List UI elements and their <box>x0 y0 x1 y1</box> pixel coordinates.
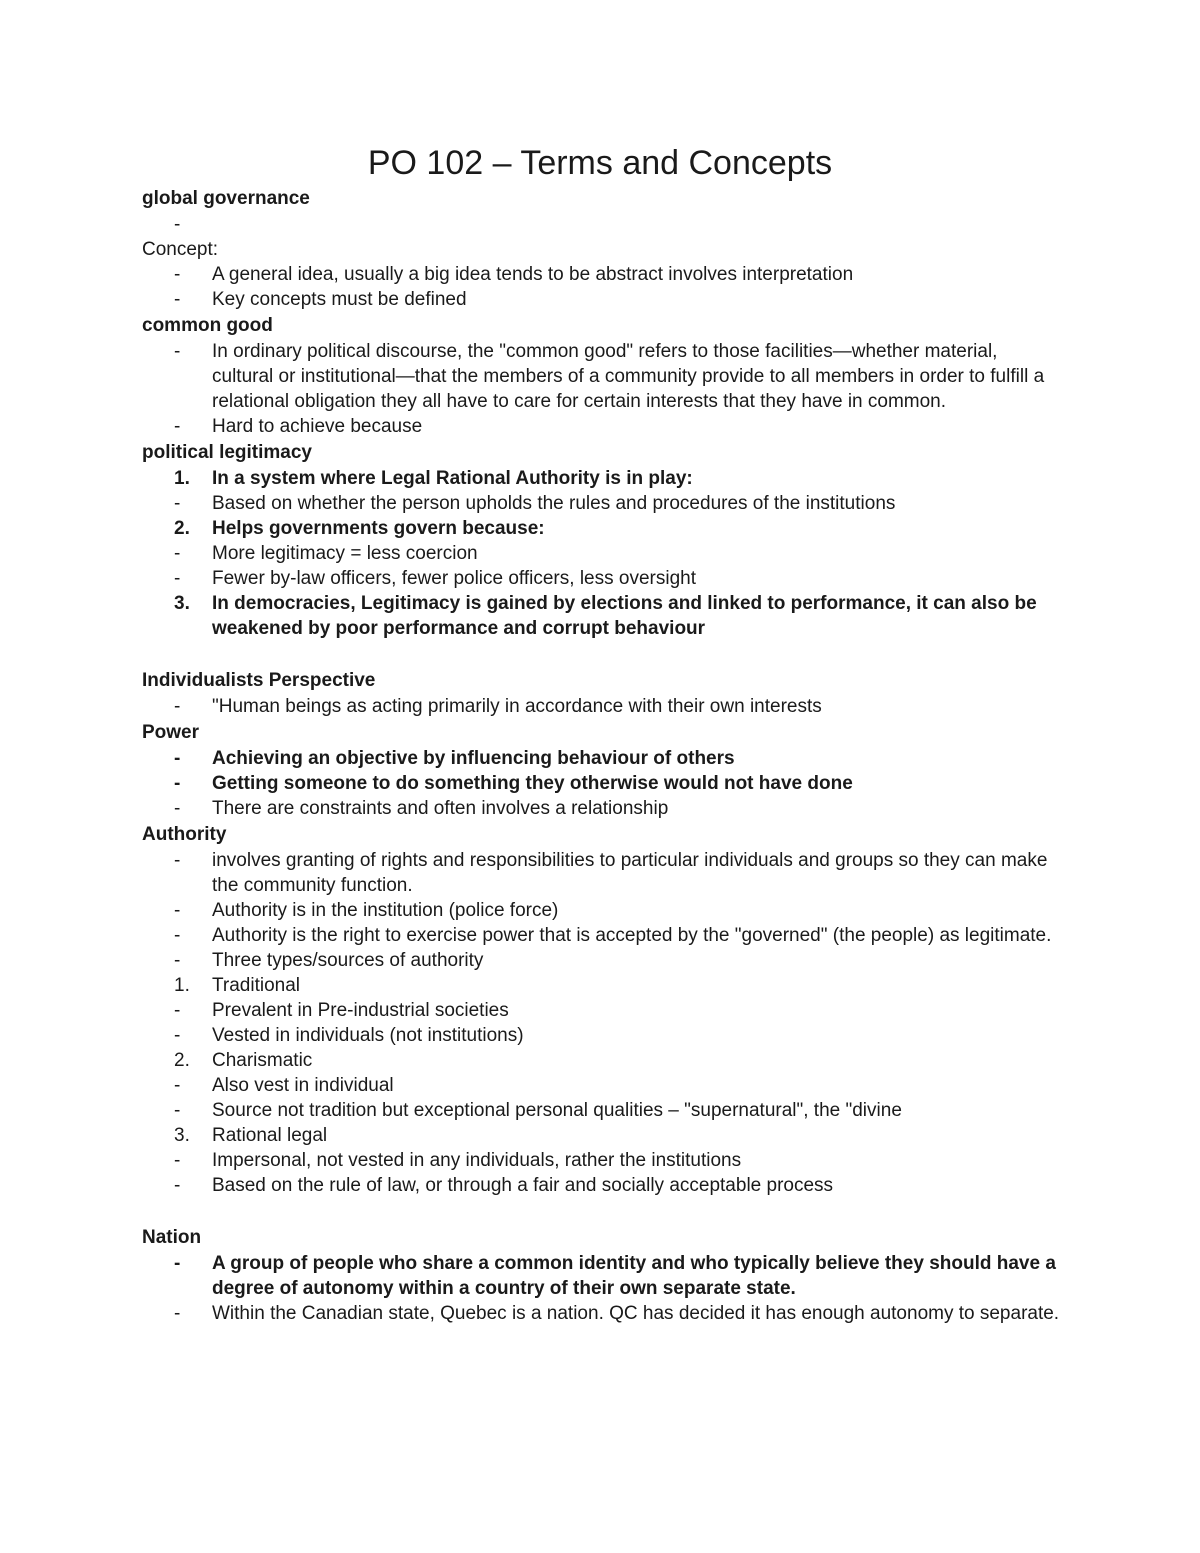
list-item <box>142 1173 1062 1198</box>
numbered-item <box>142 466 1062 491</box>
list-item-text: Achieving an objective by influencing behaviour of others <box>212 748 735 769</box>
list-item <box>142 491 1062 516</box>
concept-label-row <box>142 237 1062 262</box>
bullet-dash: - <box>174 289 181 310</box>
bullet-dash: - <box>174 925 181 946</box>
list-item <box>142 1098 1062 1123</box>
list-item <box>142 414 1062 439</box>
numbered-item-text: Traditional <box>212 975 301 996</box>
list-item-text: Prevalent in Pre-industrial societies <box>212 1000 509 1021</box>
heading-political-legitimacy: political legitimacy <box>142 442 312 463</box>
bullet-dash: - <box>174 264 181 285</box>
numbered-item-text: Helps governments govern because: <box>212 518 545 539</box>
list-item <box>142 746 1062 771</box>
numbered-item <box>142 1123 1062 1148</box>
numbered-item <box>142 591 1062 641</box>
list-item-text: Getting someone to do something they otherwise would not have done <box>212 773 853 794</box>
list-item <box>142 212 1062 237</box>
list-item-text: A general idea, usually a big idea tends to be abstract involves interpretation <box>212 264 854 285</box>
heading-nation: Nation <box>142 1227 202 1248</box>
list-item-text: Key concepts must be defined <box>212 289 467 310</box>
list-item <box>142 898 1062 923</box>
list-item <box>142 287 1062 312</box>
list-item <box>142 1301 1062 1326</box>
heading-individualists-perspective: Individualists Perspective <box>142 670 376 691</box>
list-item-text: Three types/sources of authority <box>212 950 484 971</box>
bullet-dash: - <box>174 214 181 235</box>
list-item-text: Within the Canadian state, Quebec is a nation. QC has decided it has enough autonomy to separate. <box>212 1303 1060 1324</box>
list-item-text: "Human beings as acting primarily in accordance with their own interests <box>212 696 822 717</box>
list-item-text: There are constraints and often involves a relationship <box>212 798 669 819</box>
list-item <box>142 1023 1062 1048</box>
list-item <box>142 771 1062 796</box>
bullet-dash: - <box>174 1025 181 1046</box>
bullet-dash: - <box>174 1075 181 1096</box>
list-item-text: A group of people who share a common identity and who typically believe they should have a degree of autonomy within a country of their own separate state. <box>212 1253 1056 1299</box>
list-item <box>142 1251 1062 1301</box>
list-item-text: involves granting of rights and responsibilities to particular individuals and groups so they can make the community function. <box>212 850 1048 896</box>
list-item <box>142 796 1062 821</box>
list-item-text <box>212 214 217 235</box>
list-item-text: Vested in individuals (not institutions) <box>212 1025 524 1046</box>
bullet-dash: - <box>174 748 181 769</box>
bullet-dash: - <box>174 950 181 971</box>
number-marker: 2. <box>174 518 190 539</box>
number-marker: 3. <box>174 593 190 614</box>
bullet-dash: - <box>174 543 181 564</box>
heading-authority: Authority <box>142 824 227 845</box>
bullet-dash: - <box>174 850 181 871</box>
heading-global-governance: global governance <box>142 188 310 209</box>
numbered-item <box>142 516 1062 541</box>
bullet-dash: - <box>174 493 181 514</box>
list-item <box>142 566 1062 591</box>
concept-label: Concept: <box>142 239 219 260</box>
list-item-text: More legitimacy = less coercion <box>212 543 478 564</box>
list-item-text: Authority is in the institution (police force) <box>212 900 559 921</box>
bullet-dash: - <box>174 1303 181 1324</box>
bullet-dash: - <box>174 1100 181 1121</box>
list-item <box>142 262 1062 287</box>
number-marker: 2. <box>174 1050 190 1071</box>
list-item <box>142 923 1062 948</box>
list-item-text: Authority is the right to exercise power that is accepted by the "governed" (the people) as legitimate. <box>212 925 1052 946</box>
list-item-text: Source not tradition but exceptional personal qualities – "supernatural", the "divine <box>212 1100 902 1121</box>
list-item-text: Based on the rule of law, or through a fair and socially acceptable process <box>212 1175 834 1196</box>
list-item <box>142 541 1062 566</box>
bullet-dash: - <box>174 1000 181 1021</box>
numbered-item-text: In democracies, Legitimacy is gained by elections and linked to performance, it can also be weakened by poor performance and corrupt behaviour <box>212 593 1037 639</box>
list-item-text: Impersonal, not vested in any individuals, rather the institutions <box>212 1150 742 1171</box>
numbered-item <box>142 1048 1062 1073</box>
number-marker: 1. <box>174 468 190 489</box>
list-item <box>142 998 1062 1023</box>
spacer <box>142 641 1062 667</box>
list-item <box>142 694 1062 719</box>
bullet-dash: - <box>174 568 181 589</box>
document-body <box>142 185 1062 1326</box>
spacer <box>142 1198 1062 1224</box>
list-item <box>142 1073 1062 1098</box>
bullet-dash: - <box>174 416 181 437</box>
page-title: PO 102 – Terms and Concepts <box>367 144 833 182</box>
bullet-dash: - <box>174 341 181 362</box>
list-item-text: Also vest in individual <box>212 1075 394 1096</box>
list-item-text: Fewer by-law officers, fewer police officers, less oversight <box>212 568 696 589</box>
list-item <box>142 848 1062 898</box>
bullet-dash: - <box>174 773 181 794</box>
numbered-item-text: Rational legal <box>212 1125 328 1146</box>
heading-power: Power <box>142 722 200 743</box>
bullet-dash: - <box>174 900 181 921</box>
bullet-dash: - <box>174 1175 181 1196</box>
bullet-dash: - <box>174 696 181 717</box>
list-item-text: Based on whether the person upholds the rules and procedures of the institutions <box>212 493 896 514</box>
bullet-dash: - <box>174 1253 181 1274</box>
list-item <box>142 948 1062 973</box>
numbered-item <box>142 973 1062 998</box>
number-marker: 3. <box>174 1125 190 1146</box>
numbered-item-text: In a system where Legal Rational Authority is in play: <box>212 468 693 489</box>
list-item <box>142 339 1062 414</box>
numbered-item-text: Charismatic <box>212 1050 313 1071</box>
bullet-dash: - <box>174 798 181 819</box>
list-item-text: Hard to achieve because <box>212 416 423 437</box>
list-item-text: In ordinary political discourse, the "common good" refers to those facilities—whether material, cultural or institutional—that the members of a community provide to all members in order to fulfill a relational obligation they all have to care for certain interests that they have in common. <box>212 341 1045 412</box>
number-marker: 1. <box>174 975 190 996</box>
list-item <box>142 1148 1062 1173</box>
heading-common-good: common good <box>142 315 273 336</box>
bullet-dash: - <box>174 1150 181 1171</box>
